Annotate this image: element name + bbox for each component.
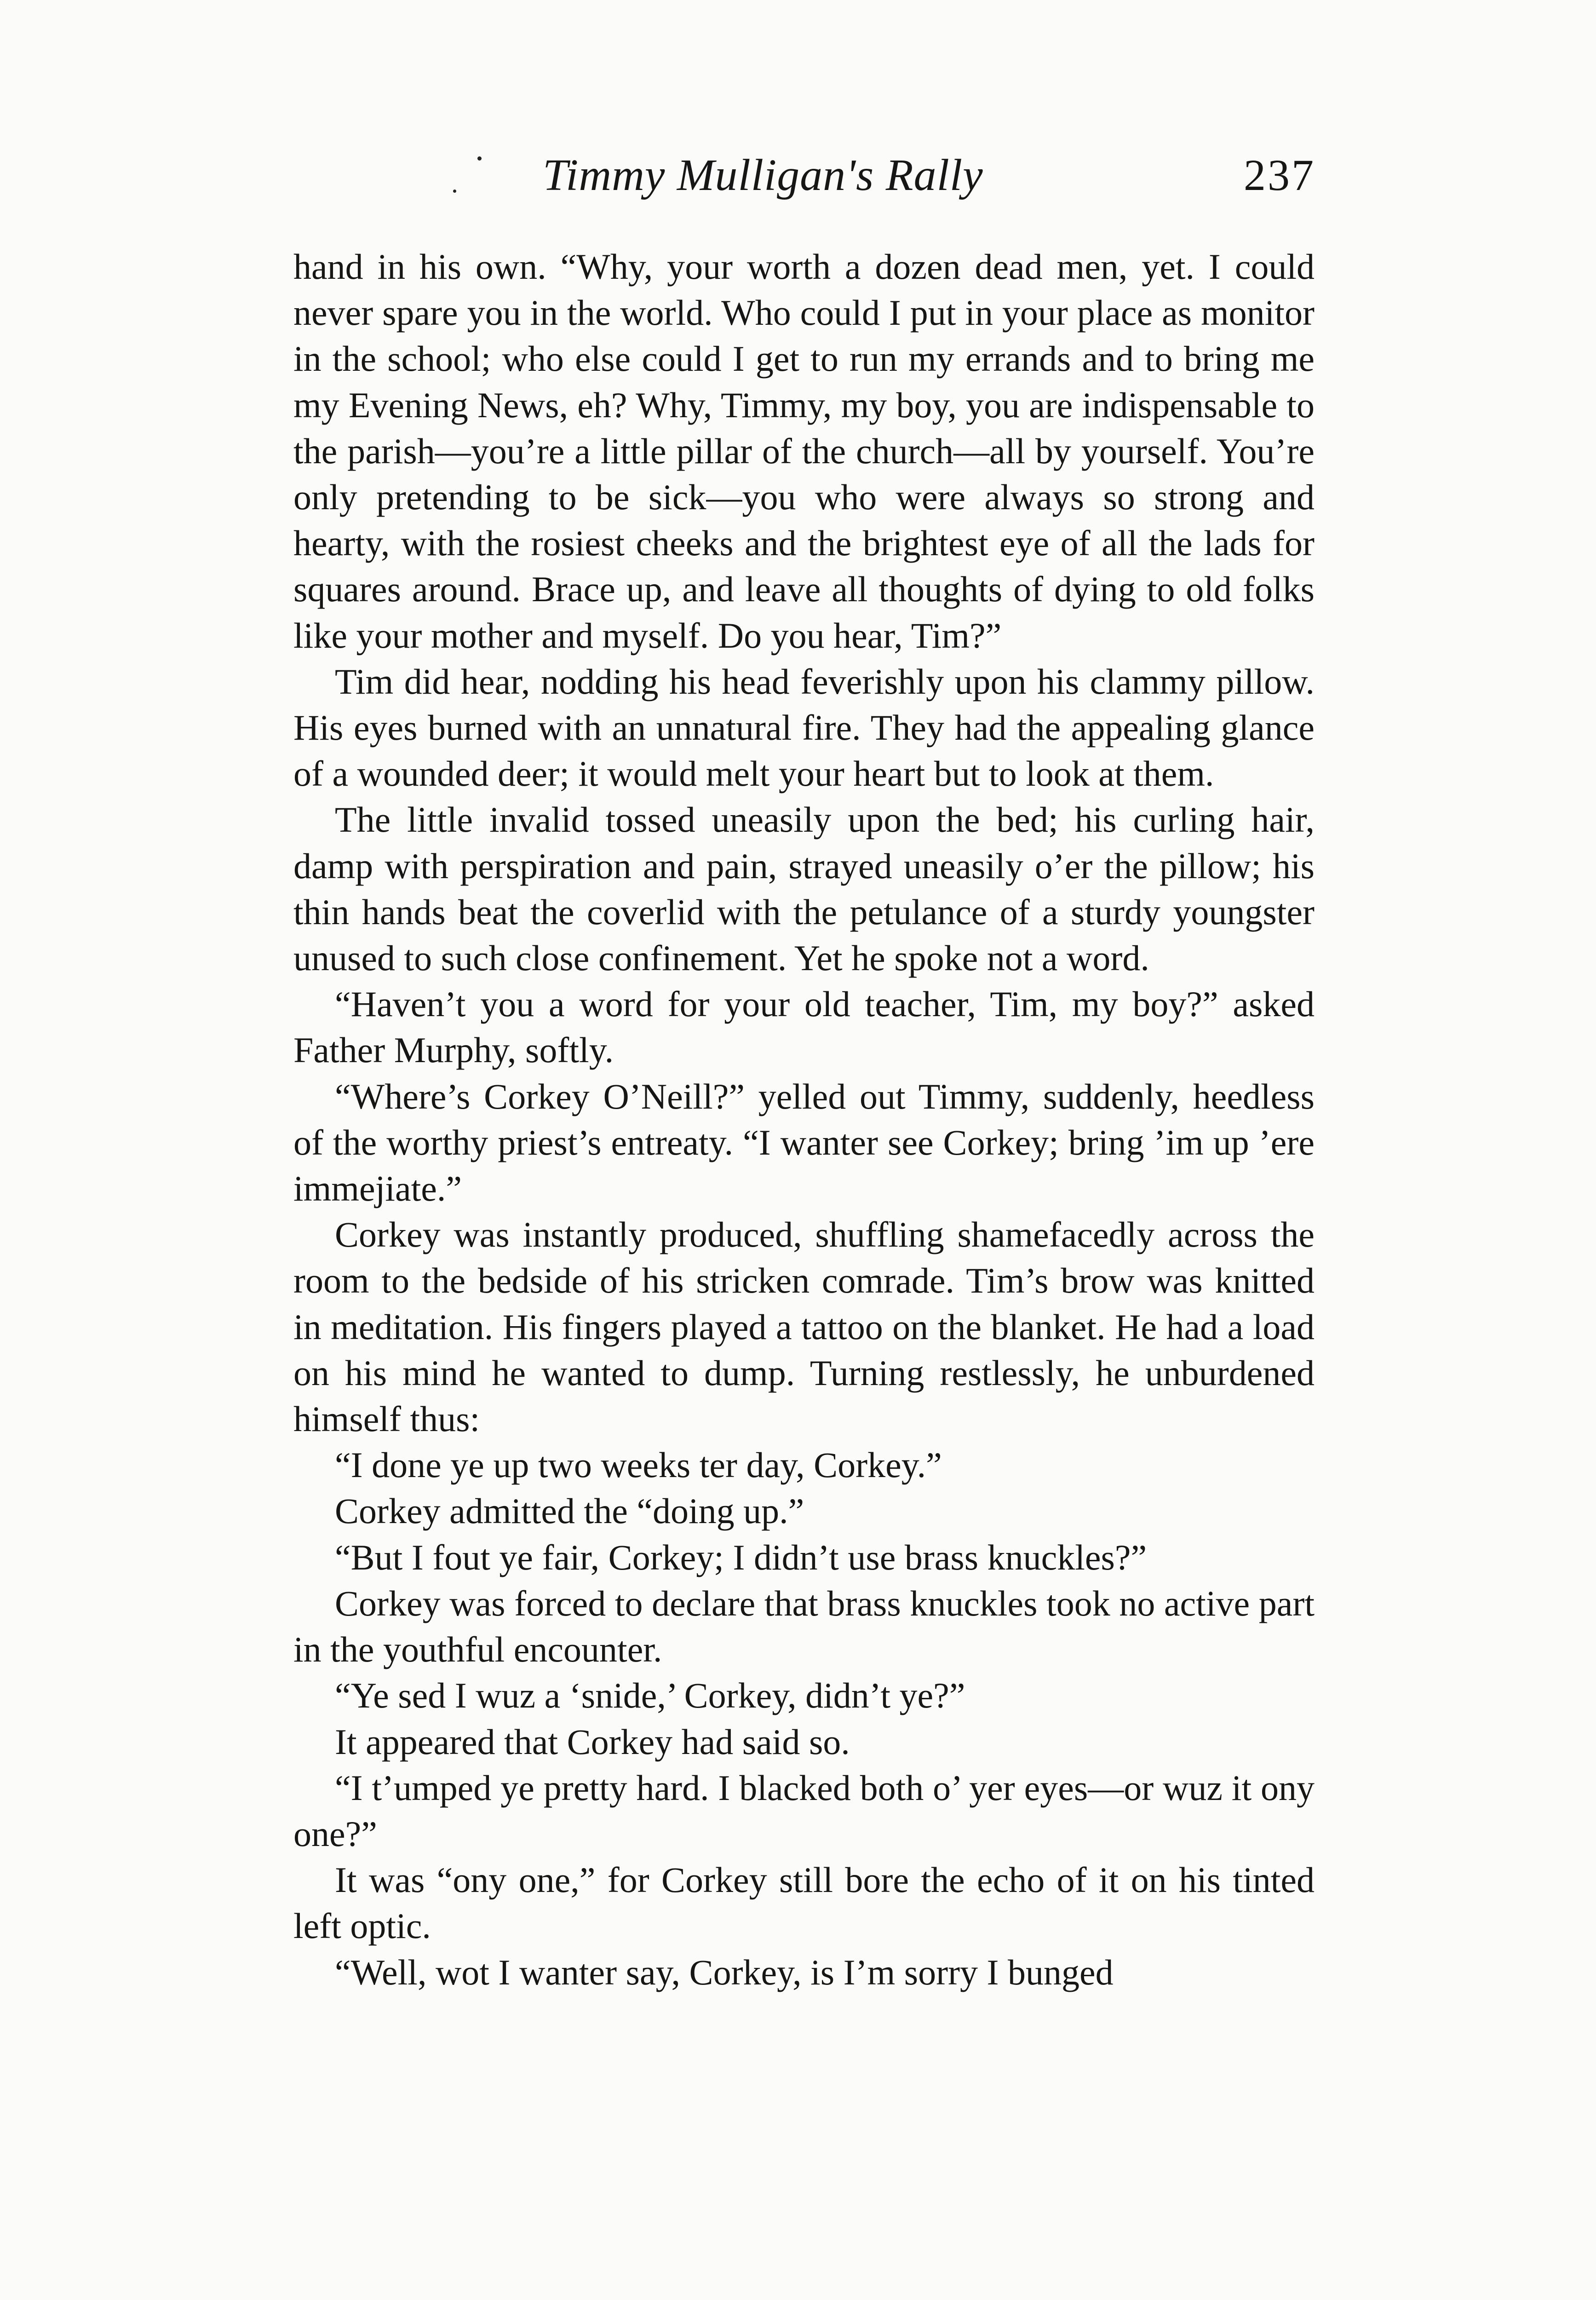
paragraph: “Well, wot I wanter say, Corkey, is I’m sorry I bunged	[335, 1952, 1114, 1992]
paragraph: It was “ony one,” for Corkey still bore the echo of it on his tinted left optic.	[293, 1860, 1315, 1946]
running-header	[543, 150, 1315, 218]
paragraph: “But I fout ye fair, Corkey; I didn’t use brass knuckles?”	[335, 1537, 1147, 1577]
page-number: 237	[1244, 150, 1315, 200]
paragraph: Corkey admitted the “doing up.”	[335, 1491, 804, 1531]
paragraph: Corkey was forced to declare that brass knuckles took no active part in the youthful encounter.	[293, 1583, 1315, 1670]
ink-speck	[453, 190, 456, 193]
paragraph: “I t’umped ye pretty hard. I blacked both o’ yer eyes—or wuz it ony one?”	[293, 1767, 1315, 1854]
paragraph: Tim did hear, nodding his head feverishly upon his clammy pillow. His eyes burned with an unnatural fire. They had the appealing glance of a wounded deer; it would melt your heart but to look at them.	[293, 661, 1315, 794]
running-title: Timmy Mulligan's Rally	[543, 150, 983, 200]
paragraph: It appeared that Corkey had said so.	[335, 1721, 850, 1762]
paragraph: “I done ye up two weeks ter day, Corkey.”	[335, 1445, 942, 1485]
page-body	[293, 244, 1315, 1995]
ink-speck	[477, 156, 482, 161]
paragraph: Corkey was instantly produced, shuffling shamefacedly across the room to the bedside of his stricken comrade. Tim’s brow was knitted in meditation. His fingers played a tattoo on the blanket. He had a load on his mind he wanted to dump. Turning restlessly, he unburdened himself thus:	[293, 1214, 1315, 1439]
paragraph: hand in his own. “Why, your worth a dozen dead men, yet. I could never spare you in the world. Who could I put in your place as monitor in the school; who else could I get to run my errands and to bring me my Evening News, eh? Why, Timmy, my boy, you are indispensable to the parish—you’re a little pillar of the church—all by yourself. You’re only pretending to be sick—you who were always so strong and hearty, with the rosiest cheeks and the brightest eye of all the lads for squares around. Brace up, and leave all thoughts of dying to old folks like your mother and myself. Do you hear, Tim?”	[293, 247, 1315, 656]
paragraph: “Ye sed I wuz a ‘snide,’ Corkey, didn’t ye?”	[335, 1675, 965, 1716]
paragraph: The little invalid tossed uneasily upon the bed; his curling hair, damp with perspiration and pain, strayed uneasily o’er the pillow; his thin hands beat the coverlid with the petulance of a sturdy youngster unused to such close confinement. Yet he spoke not a word.	[293, 799, 1315, 978]
paragraph: “Haven’t you a word for your old teacher, Tim, my boy?” asked Father Murphy, softly.	[293, 984, 1315, 1070]
paragraph: “Where’s Corkey O’Neill?” yelled out Timmy, suddenly, heedless of the worthy priest’s entreaty. “I wanter see Corkey; bring ’im up ’ere immejiate.”	[293, 1076, 1315, 1209]
